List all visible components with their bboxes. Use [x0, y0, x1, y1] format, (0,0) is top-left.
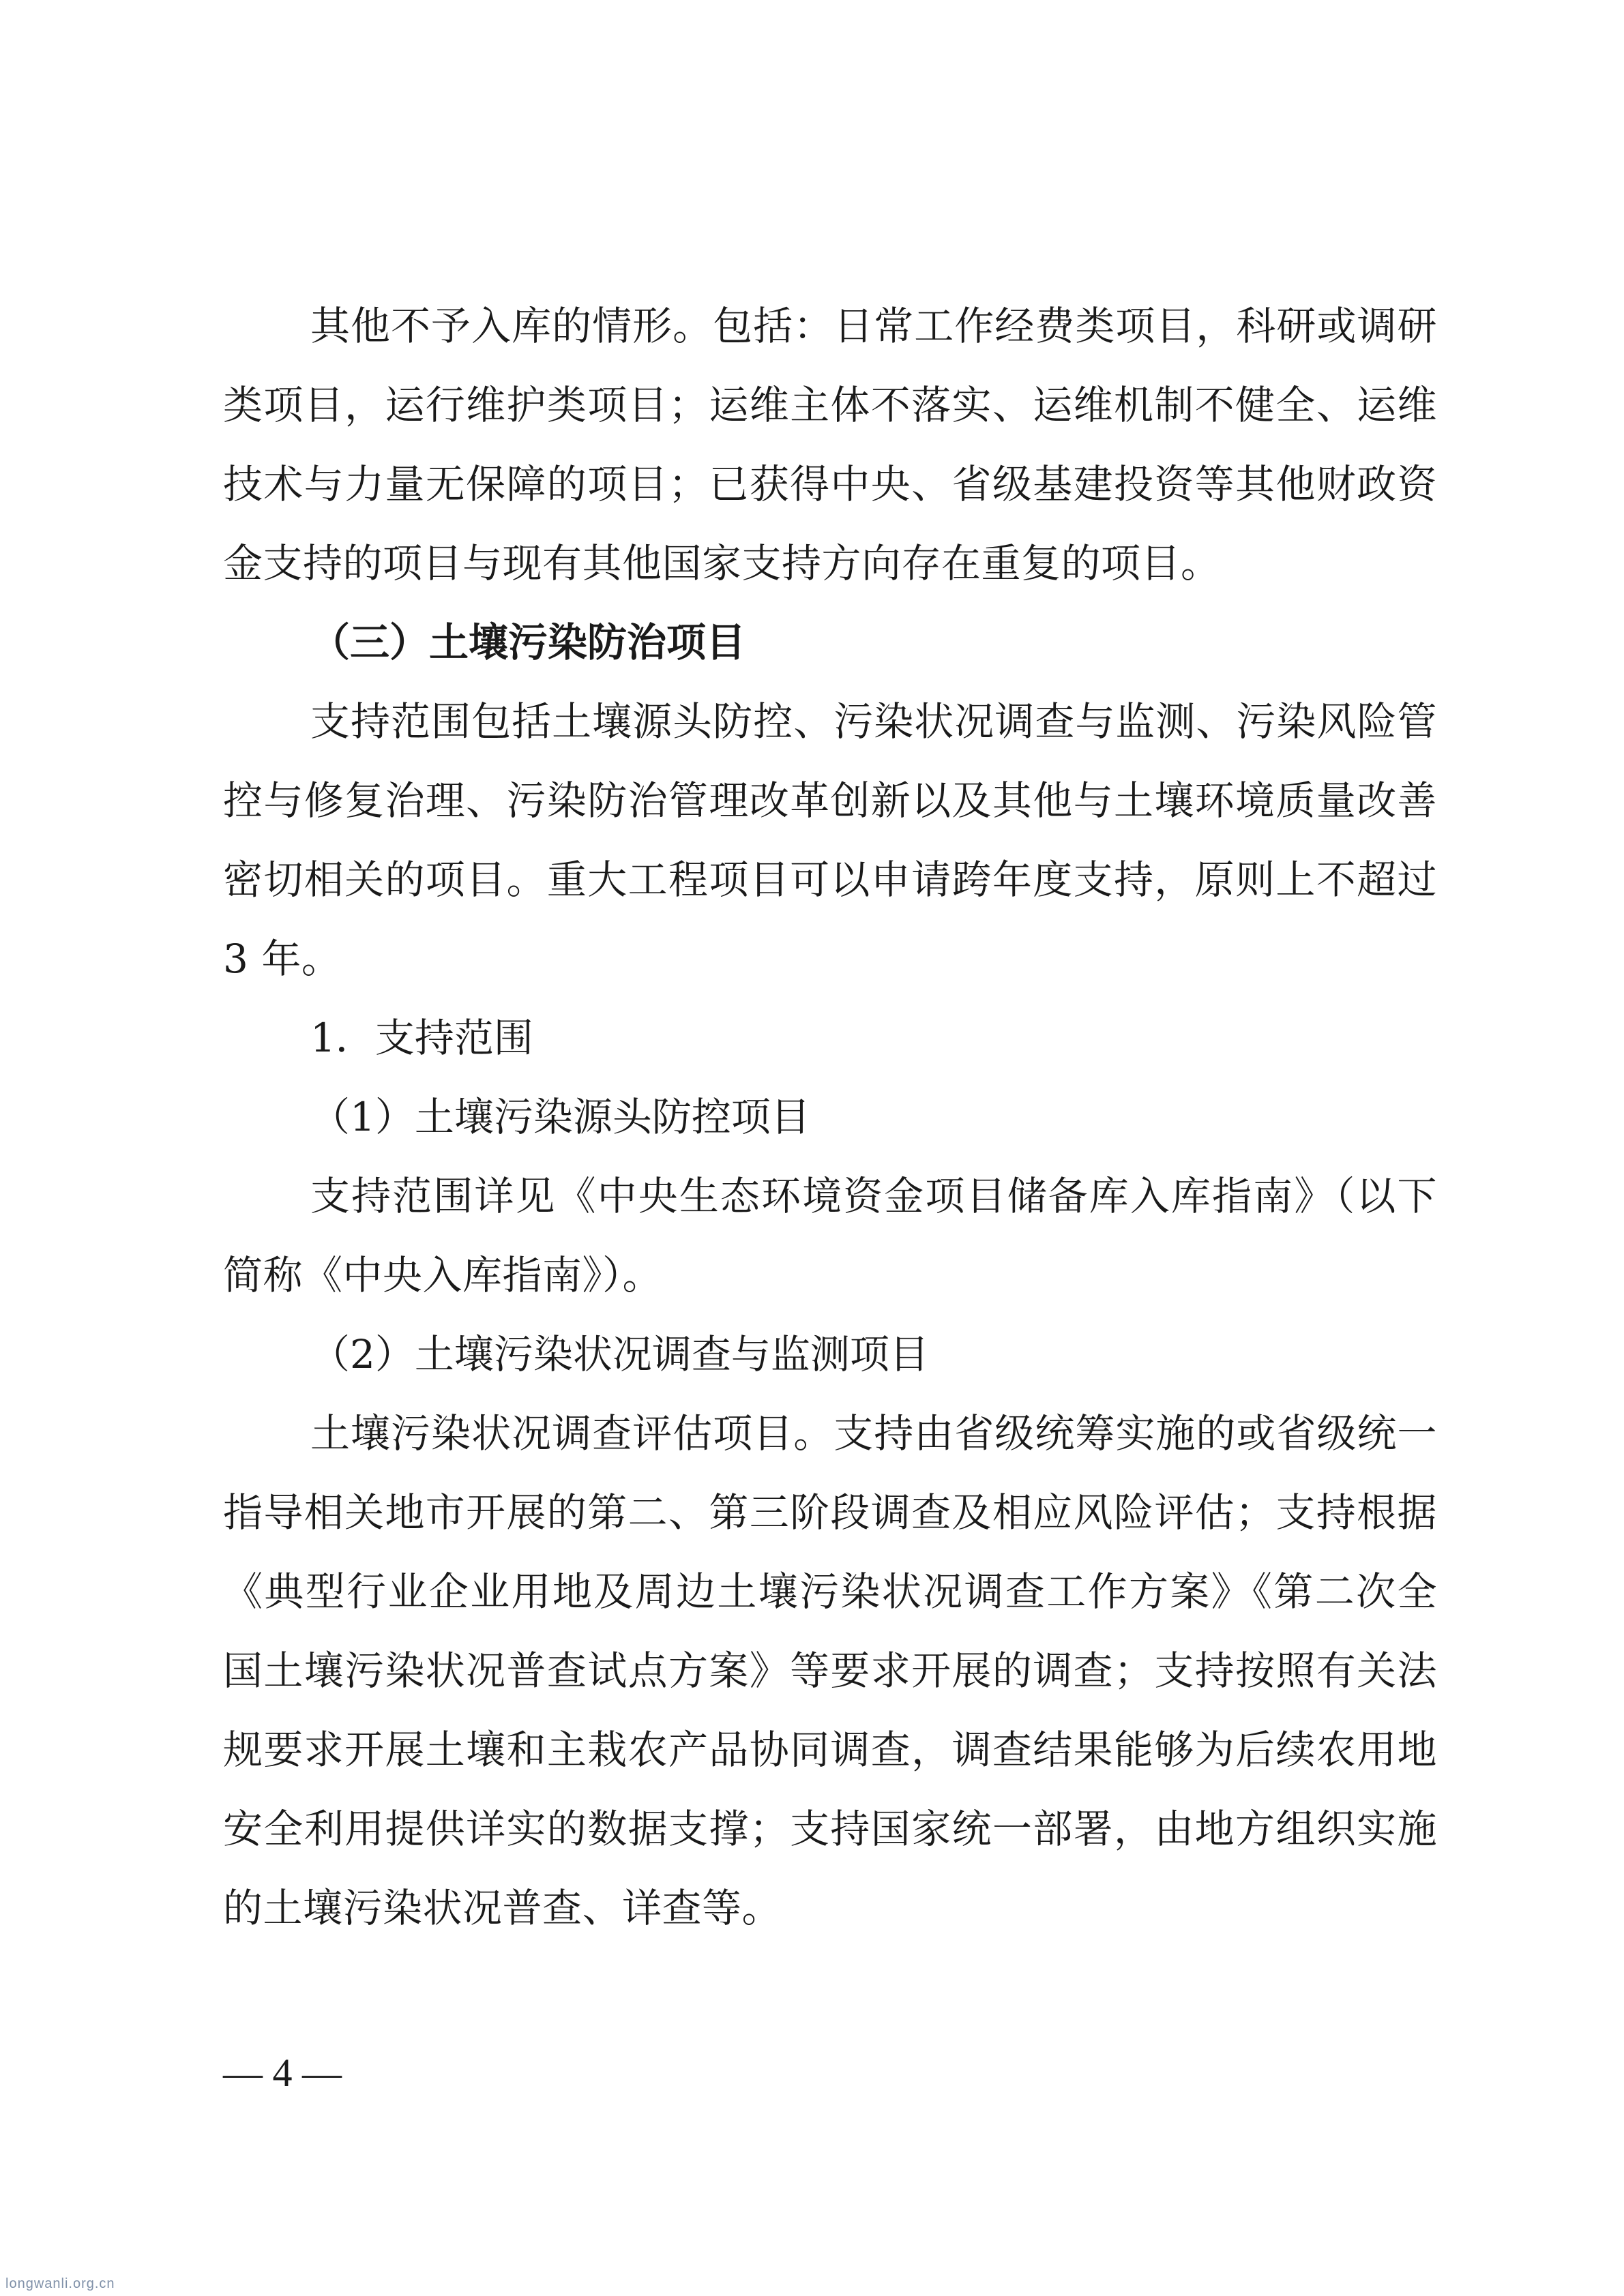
- document-body: [223, 286, 1437, 1948]
- page-number: — 4 —: [223, 2051, 342, 2095]
- paragraph-source-control: 支持范围详见《中央生态环境资金项目储备库入库指南》（以下简称《中央入库指南》）。: [223, 1173, 1437, 1298]
- subitem-heading-survey-monitoring: （2）土壤污染状况调查与监测项目: [310, 1331, 929, 1377]
- paragraph-exclusions: 其他不予入库的情形。包括：日常工作经费类项目，科研或调研类项目，运行维护类项目；运维主体不落实、运维机制不健全、运维技术与力量无保障的项目；已获得中央、省级基建投资等其他财政资金支持的项目与现有其他国家支持方向存在重复的项目。: [223, 303, 1437, 586]
- site-watermark: longwanli.org.cn: [5, 2276, 115, 2291]
- subitem-heading-source-control: （1）土壤污染源头防控项目: [310, 1094, 810, 1140]
- item-heading-support-scope: 1．支持范围: [310, 1015, 533, 1061]
- paragraph-support-scope: 支持范围包括土壤源头防控、污染状况调查与监测、污染风险管控与修复治理、污染防治管理改革创新以及其他与土壤环境质量改善密切相关的项目。重大工程项目可以申请跨年度支持，原则上不超过 3 年。: [223, 698, 1437, 982]
- paragraph-survey-monitoring: 土壤污染状况调查评估项目。支持由省级统筹实施的或省级统一指导相关地市开展的第二、第三阶段调查及相应风险评估；支持根据《典型行业企业用地及周边土壤污染状况调查工作方案》《第二次全国土壤污染状况普查试点方案》等要求开展的调查；支持按照有关法规要求开展土壤和主栽农产品协同调查，调查结果能够为后续农用地安全利用提供详实的数据支撑；支持国家统一部署，由地方组织实施的土壤污染状况普查、详查等。: [223, 1410, 1437, 1931]
- section-heading-soil-pollution: （三）土壤污染防治项目: [310, 619, 746, 666]
